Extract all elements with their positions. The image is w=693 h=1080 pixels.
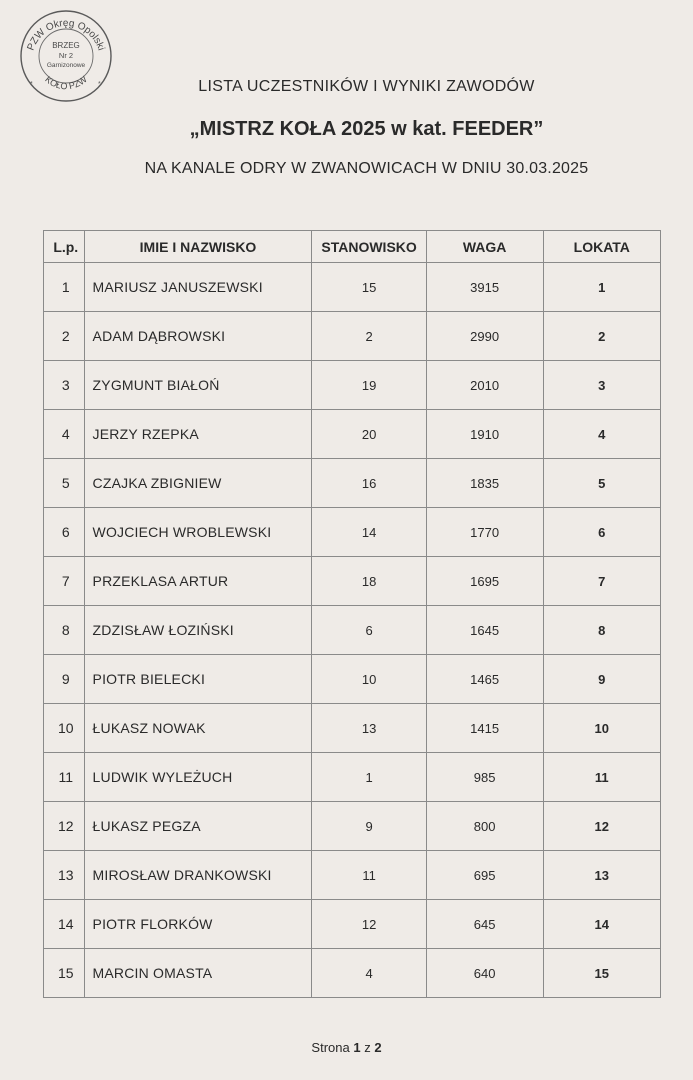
table-row (44, 361, 661, 410)
cell-lp: 14 (44, 900, 85, 949)
cell-stanowisko: 6 (312, 606, 426, 655)
table-row (44, 655, 661, 704)
col-header-lokata: LOKATA (543, 231, 660, 263)
cell-lokata: 14 (543, 900, 660, 949)
footer-page-total: 2 (374, 1040, 382, 1055)
cell-lp: 15 (44, 949, 85, 998)
cell-lp: 12 (44, 802, 85, 851)
cell-waga: 985 (426, 753, 543, 802)
cell-waga: 1835 (426, 459, 543, 508)
cell-stanowisko: 19 (312, 361, 426, 410)
cell-name: MIROSŁAW DRANKOWSKI (84, 851, 312, 900)
col-header-lp: L.p. (44, 231, 85, 263)
cell-name: ZYGMUNT BIAŁOŃ (84, 361, 312, 410)
cell-name: ADAM DĄBROWSKI (84, 312, 312, 361)
table-row (44, 410, 661, 459)
cell-lp: 6 (44, 508, 85, 557)
stamp-line2: Nr 2 (58, 51, 74, 60)
stamp-line3: Garnizonowe (46, 62, 86, 69)
table-row (44, 753, 661, 802)
cell-lp: 4 (44, 410, 85, 459)
cell-lokata: 9 (543, 655, 660, 704)
results-table (43, 230, 661, 998)
table-row (44, 802, 661, 851)
table-header-row (44, 231, 661, 263)
document-subtitle: LISTA UCZESTNIKÓW I WYNIKI ZAWODÓW (198, 78, 535, 95)
cell-waga: 1465 (426, 655, 543, 704)
page-footer (0, 1040, 693, 1055)
cell-stanowisko: 20 (312, 410, 426, 459)
cell-stanowisko: 2 (312, 312, 426, 361)
cell-name: JERZY RZEPKA (84, 410, 312, 459)
cell-lokata: 10 (543, 704, 660, 753)
table-row (44, 508, 661, 557)
table-row (44, 459, 661, 508)
cell-lp: 2 (44, 312, 85, 361)
document-title: „MISTRZ KOŁA 2025 w kat. FEEDER” (189, 118, 544, 140)
table-row (44, 704, 661, 753)
cell-lokata: 13 (543, 851, 660, 900)
cell-lokata: 12 (543, 802, 660, 851)
cell-lp: 11 (44, 753, 85, 802)
cell-lokata: 7 (543, 557, 660, 606)
cell-waga: 1910 (426, 410, 543, 459)
table-row (44, 851, 661, 900)
cell-name: ZDZISŁAW ŁOZIŃSKI (84, 606, 312, 655)
col-header-waga: WAGA (426, 231, 543, 263)
cell-lokata: 15 (543, 949, 660, 998)
cell-stanowisko: 1 (312, 753, 426, 802)
cell-stanowisko: 13 (312, 704, 426, 753)
cell-waga: 640 (426, 949, 543, 998)
stamp-line1: BRZEG (52, 41, 80, 50)
cell-lokata: 3 (543, 361, 660, 410)
cell-name: PIOTR BIELECKI (84, 655, 312, 704)
stamp-star-right: * (98, 81, 101, 88)
cell-name: PRZEKLASA ARTUR (84, 557, 312, 606)
table-row (44, 949, 661, 998)
cell-stanowisko: 9 (312, 802, 426, 851)
table-row (44, 263, 661, 312)
cell-stanowisko: 10 (312, 655, 426, 704)
cell-lp: 7 (44, 557, 85, 606)
cell-lp: 5 (44, 459, 85, 508)
cell-stanowisko: 11 (312, 851, 426, 900)
cell-stanowisko: 18 (312, 557, 426, 606)
cell-name: PIOTR FLORKÓW (84, 900, 312, 949)
cell-stanowisko: 16 (312, 459, 426, 508)
cell-lokata: 6 (543, 508, 660, 557)
cell-lokata: 1 (543, 263, 660, 312)
table-row (44, 606, 661, 655)
cell-waga: 3915 (426, 263, 543, 312)
cell-lp: 13 (44, 851, 85, 900)
col-header-name: IMIE I NAZWISKO (84, 231, 312, 263)
cell-waga: 1415 (426, 704, 543, 753)
stamp-outer-text: PZW Okręg Opolski (25, 17, 107, 53)
cell-name: CZAJKA ZBIGNIEW (84, 459, 312, 508)
cell-lokata: 2 (543, 312, 660, 361)
cell-waga: 1770 (426, 508, 543, 557)
footer-prefix: Strona (311, 1040, 350, 1055)
cell-lp: 3 (44, 361, 85, 410)
cell-lokata: 8 (543, 606, 660, 655)
cell-name: WOJCIECH WROBLEWSKI (84, 508, 312, 557)
cell-name: ŁUKASZ NOWAK (84, 704, 312, 753)
cell-lokata: 4 (543, 410, 660, 459)
cell-name: MARCIN OMASTA (84, 949, 312, 998)
cell-name: LUDWIK WYLEŻUCH (84, 753, 312, 802)
footer-page-number: 1 (353, 1040, 361, 1055)
cell-waga: 695 (426, 851, 543, 900)
cell-stanowisko: 14 (312, 508, 426, 557)
cell-lokata: 5 (543, 459, 660, 508)
cell-stanowisko: 12 (312, 900, 426, 949)
cell-lp: 9 (44, 655, 85, 704)
stamp-bottom-text: KOŁO PZW (43, 74, 89, 92)
event-location-date: NA KANALE ODRY W ZWANOWICACH W DNIU 30.03.2025 (144, 160, 589, 177)
table-row (44, 900, 661, 949)
cell-name: MARIUSZ JANUSZEWSKI (84, 263, 312, 312)
cell-lokata: 11 (543, 753, 660, 802)
cell-lp: 1 (44, 263, 85, 312)
cell-stanowisko: 15 (312, 263, 426, 312)
cell-waga: 1645 (426, 606, 543, 655)
cell-lp: 10 (44, 704, 85, 753)
col-header-stanowisko: STANOWISKO (312, 231, 426, 263)
cell-waga: 800 (426, 802, 543, 851)
stamp-star-left: * (30, 81, 33, 88)
cell-stanowisko: 4 (312, 949, 426, 998)
table-row (44, 557, 661, 606)
cell-waga: 2990 (426, 312, 543, 361)
footer-middle: z (364, 1040, 371, 1055)
cell-waga: 645 (426, 900, 543, 949)
cell-waga: 2010 (426, 361, 543, 410)
cell-waga: 1695 (426, 557, 543, 606)
cell-lp: 8 (44, 606, 85, 655)
table-row (44, 312, 661, 361)
cell-name: ŁUKASZ PEGZA (84, 802, 312, 851)
